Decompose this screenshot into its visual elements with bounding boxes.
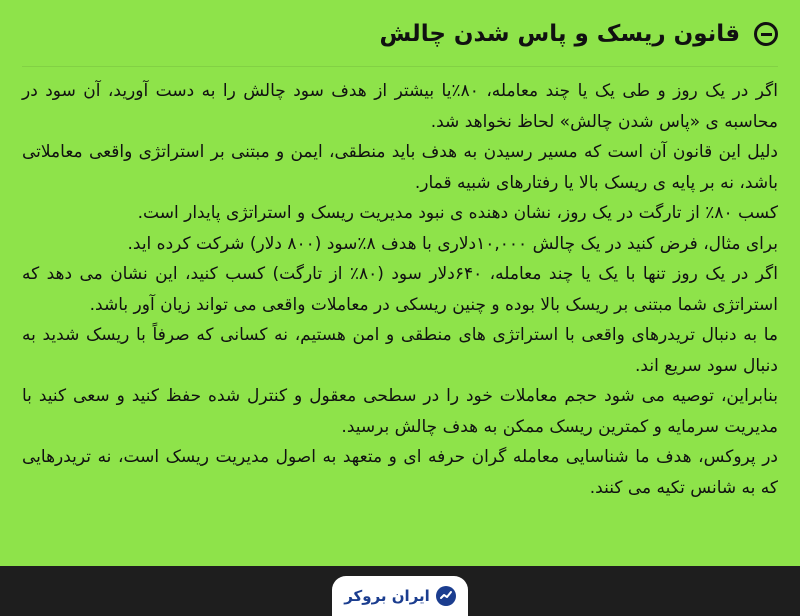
accordion-header[interactable] bbox=[22, 12, 778, 56]
collapse-minus-icon[interactable] bbox=[754, 22, 778, 46]
footer-bar bbox=[0, 566, 800, 614]
paragraph: در پروکس، هدف ما شناسایی معامله گران حرفه ای و متعهد به اصول مدیریت ریسک است، نه تریدرهایی که به شانس تکیه می کنند. bbox=[22, 447, 778, 498]
paragraph: اگر در یک روز و طی یک یا چند معامله، ۸۰٪یا بیشتر از هدف سود چالش را به دست آورید، آن سود در محاسبه ی «پاس شدن چالش» لحاظ نخواهد شد. bbox=[22, 81, 778, 132]
accordion-title: قانون ریسک و پاس شدن چالش bbox=[379, 21, 740, 47]
paragraph: اگر در یک روز تنها با یک یا چند معامله، ۶۴۰دلار سود (۸۰٪ از تارگت) کسب کنید، این نشان می دهد که استراتژی شما مبتنی بر ریسک بالا بوده و چنین ریسکی در معاملات واقعی می تواند زیان آور باشد. bbox=[22, 264, 778, 315]
paragraph: کسب ۸۰٪ از تارگت در یک روز، نشان دهنده ی نبود مدیریت ریسک و استراتژی پایدار است. bbox=[137, 203, 778, 223]
paragraph: برای مثال، فرض کنید در یک چالش ۱۰,۰۰۰دلاری با هدف ۸٪سود (۸۰۰ دلار) شرکت کرده اید. bbox=[127, 233, 778, 254]
accordion-body bbox=[22, 76, 778, 503]
paragraph: بنابراین، توصیه می شود حجم معاملات خود را در سطحی معقول و کنترل شده حفظ کنید و سعی کنید با مدیریت سرمایه و کمترین ریسک ممکن به هدف چالش برسید. bbox=[22, 386, 778, 437]
chart-check-icon bbox=[436, 586, 456, 606]
brand-watermark bbox=[332, 576, 468, 616]
paragraph: ما به دنبال تریدرهای واقعی با استراتژی های منطقی و امن هستیم، نه کسانی که صرفاً با ریسک شدید به دنبال سود سریع اند. bbox=[22, 325, 778, 376]
brand-name: ایران بروکر bbox=[344, 587, 430, 605]
paragraph: دلیل این قانون آن است که مسیر رسیدن به هدف باید منطقی، ایمن و مبتنی بر استراتژی واقعی معاملاتی باشد، نه بر پایه ی ریسک بالا یا رفتارهای شبیه قمار. bbox=[22, 142, 778, 193]
divider bbox=[22, 66, 778, 67]
